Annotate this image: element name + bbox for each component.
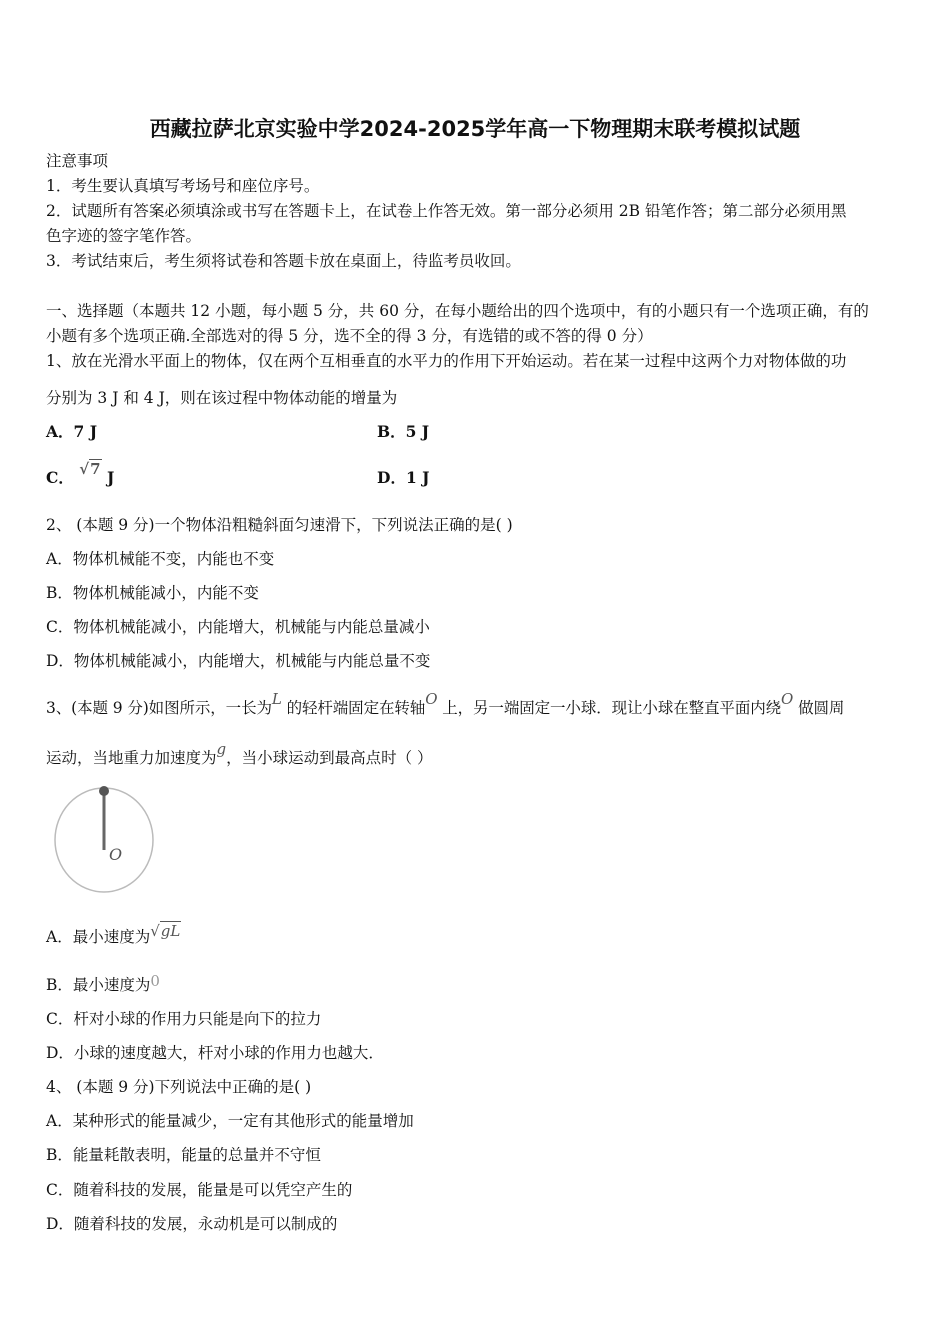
page-title: 西藏拉萨北京实验中学2024-2025学年高一下物理期末联考模拟试题	[149, 117, 801, 141]
sqrt-expression: 7	[90, 460, 101, 478]
text: 上，另一端固定一小球．现让小球在整直平面内绕	[442, 699, 782, 717]
q3-option-a: A．最小速度为√gL	[46, 922, 181, 946]
math-O: O	[781, 690, 794, 708]
q2-option-a: A．物体机械能不变，内能也不变	[46, 550, 275, 568]
math-zero: 0	[150, 972, 160, 990]
notice-item: 1．考生要认真填写考场号和座位序号。	[46, 177, 320, 195]
ball	[99, 786, 109, 796]
q4-stem: 4、 (本题 9 分)下列说法中正确的是( )	[46, 1078, 312, 1096]
q1-stem: 分别为 3 J 和 4 J，则在该过程中物体动能的增量为	[46, 389, 398, 407]
q4-option-d: D．随着科技的发展，永动机是可以制成的	[46, 1215, 338, 1233]
notice-item: 色字迹的签字笔作答。	[46, 227, 202, 245]
notice-heading: 注意事项	[46, 152, 109, 170]
q3-option-d: D．小球的速度越大，杆对小球的作用力也越大．	[46, 1044, 384, 1062]
text: 运动，当地重力加速度为	[46, 749, 217, 767]
q1-option-d: D．1 J	[377, 468, 430, 487]
math-L: L	[271, 690, 282, 708]
notice-item: 3．考试结束后，考生须将试卷和答题卡放在桌面上，待监考员收回。	[46, 252, 521, 270]
sqrt-expression: gL	[160, 922, 181, 940]
section-instructions: 一、选择题（本题共 12 小题，每小题 5 分，共 60 分，在每小题给出的四个选项中，有的小题只有一个选项正确，有的	[46, 302, 869, 320]
math-O: O	[425, 690, 438, 708]
unit: J	[106, 468, 115, 487]
q4-option-c: C．随着科技的发展，能量是可以凭空产生的	[46, 1181, 353, 1199]
math-g: g	[216, 740, 227, 758]
q2-option-b: B．物体机械能减小，内能不变	[46, 584, 259, 602]
q2-option-c: C．物体机械能减小，内能增大，机械能与内能总量减小	[46, 618, 430, 636]
q1-option-c: C． √7 J	[46, 460, 115, 487]
text: 3、(本题 9 分)如图所示，一长为	[46, 699, 272, 717]
q3-stem	[46, 690, 845, 718]
text: 的轻杆端固定在转轴	[286, 699, 426, 717]
q1-option-a: A．7 J	[46, 422, 98, 441]
q2-stem: 2、 (本题 9 分)一个物体沿粗糙斜面匀速滑下，下列说法正确的是( )	[46, 516, 513, 534]
notice-item: 2．试题所有答案必须填涂或书写在答题卡上，在试卷上作答无效。第一部分必须用 2B 铅笔作答；第二部分必须用黑	[46, 202, 847, 220]
option-label: C．	[46, 468, 74, 487]
q1-stem: 1、放在光滑水平面上的物体，仅在两个互相垂直的水平力的作用下开始运动。若在某一过程中这两个力对物体做的功	[46, 352, 847, 370]
text: ，当小球运动到最高点时（ ）	[226, 749, 433, 767]
q4-option-b: B．能量耗散表明，能量的总量并不守恒	[46, 1146, 321, 1164]
axis-label-o: O	[109, 845, 123, 864]
q3-option-c: C．杆对小球的作用力只能是向下的拉力	[46, 1010, 322, 1028]
section-instructions: 小题有多个选项正确.全部选对的得 5 分，选不全的得 3 分，有选错的或不答的得 0 分）	[46, 327, 653, 345]
q1-option-b: B．5 J	[377, 422, 430, 441]
text: B．最小速度为	[46, 976, 151, 994]
q2-option-d: D．物体机械能减小，内能增大，机械能与内能总量不变	[46, 652, 431, 670]
rod-circle-figure	[52, 780, 162, 898]
text: A．最小速度为	[46, 928, 151, 946]
q4-option-a: A．某种形式的能量减少，一定有其他形式的能量增加	[46, 1112, 414, 1130]
text: 做圆周	[798, 699, 845, 717]
q3-option-b	[46, 972, 160, 995]
q3-stem	[46, 740, 433, 768]
